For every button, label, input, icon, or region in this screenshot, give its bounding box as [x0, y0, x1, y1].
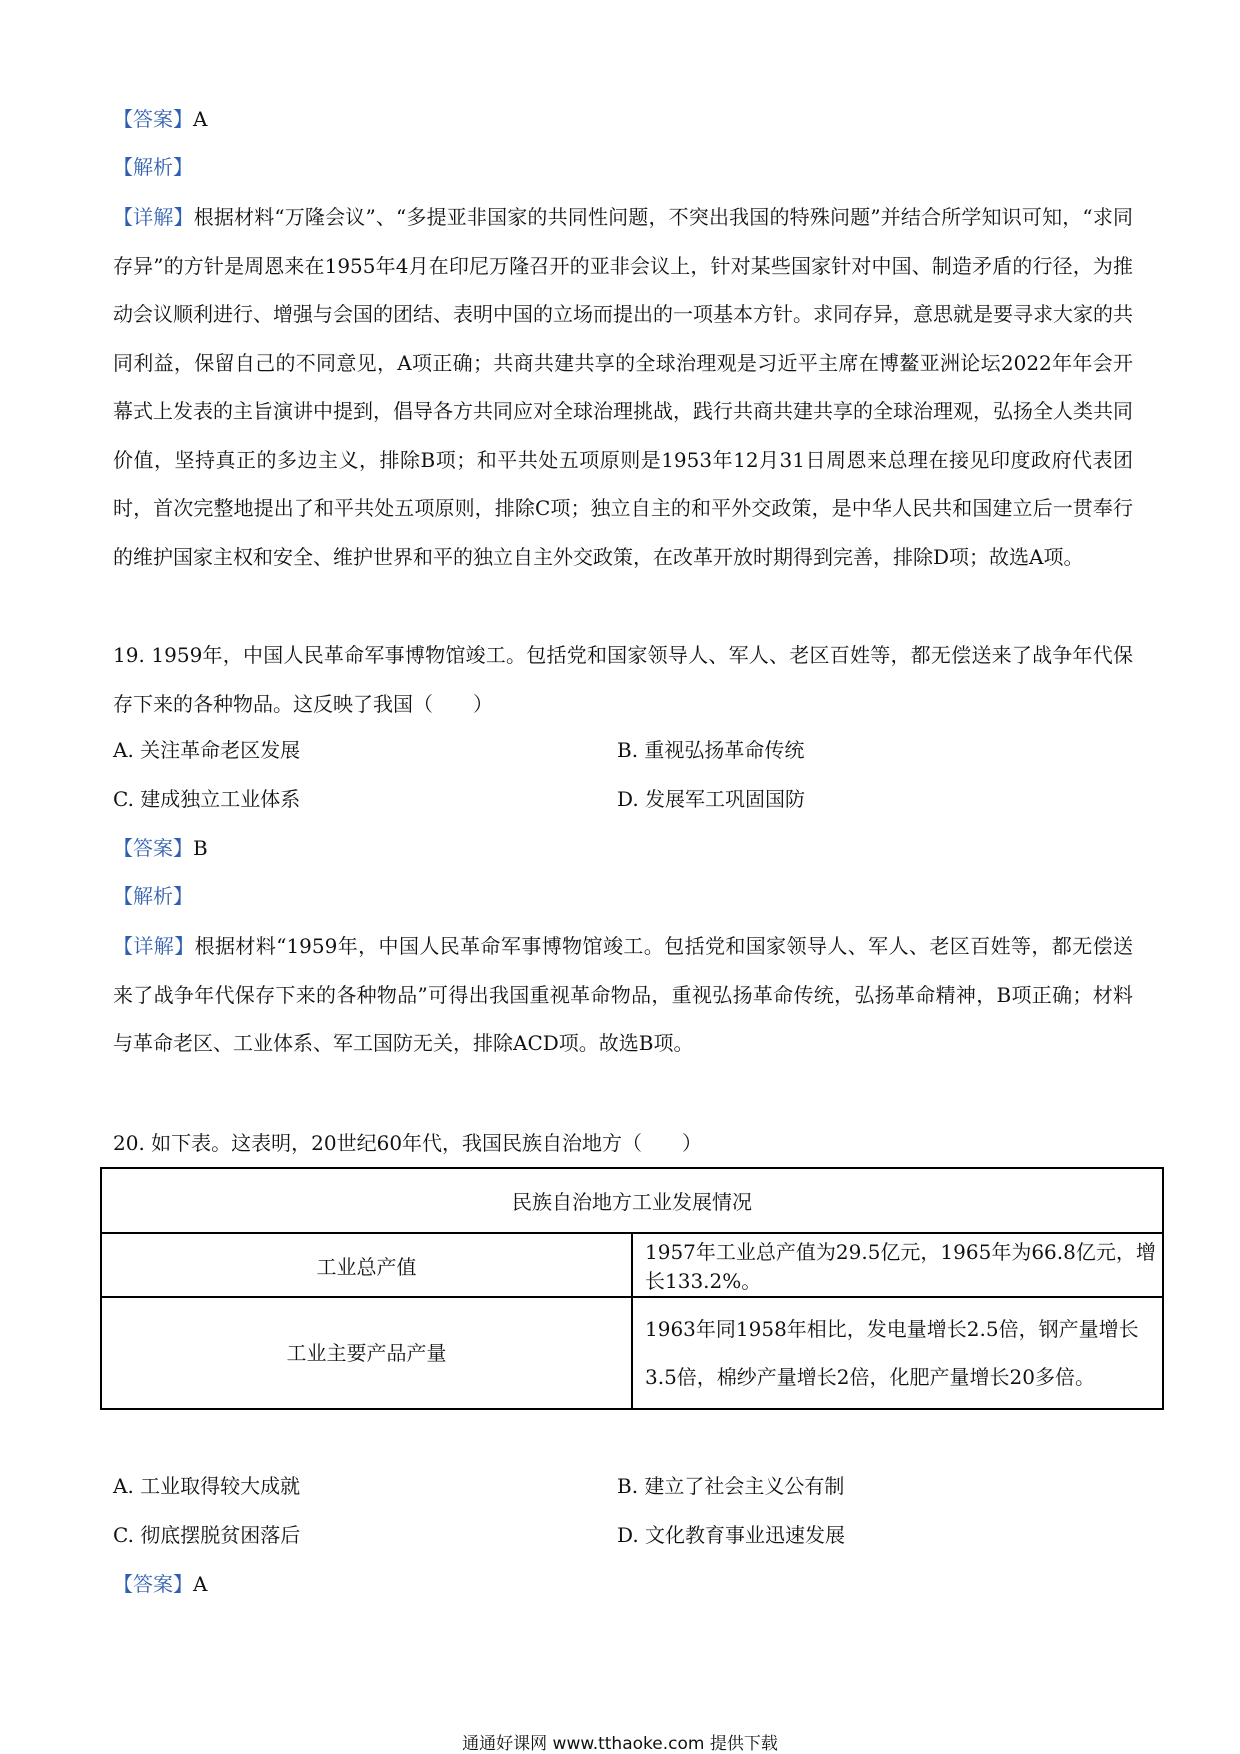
row-label: 工业总产值: [101, 1233, 632, 1297]
answer-tag: 【答案】: [113, 107, 193, 131]
q20-option-d: D. 文化教育事业迅速发展: [617, 1523, 846, 1547]
q19-stem: 19. 1959年，中国人民革命军事博物馆竣工。包括党和国家领导人、军人、老区百姓等，都无偿送来了战争年代保存下来的各种物品。这反映了我国（ ）: [113, 643, 1133, 716]
detail-text: 根据材料“1959年，中国人民革命军事博物馆竣工。包括党和国家领导人、军人、老区百姓等，都无偿送来了战争年代保存下来的各种物品”可得出我国重视革命物品，重视弘扬革命传统，弘扬革命精神，B项正确；材料与革命老区、工业体系、军工国防无关，排除ACD项。故选B项。: [113, 934, 1134, 1055]
row-label: 工业主要产品产量: [101, 1297, 632, 1409]
answer-tag: 【答案】: [113, 1572, 193, 1596]
table-row: [101, 1297, 1163, 1409]
answer-value: B: [193, 836, 208, 860]
detail-tag: 【详解】: [113, 934, 195, 958]
table-row: [101, 1233, 1163, 1297]
q20-stem: 20. 如下表。这表明，20世纪60年代，我国民族自治地方（ ）: [113, 1131, 703, 1155]
q20-answer: [113, 1570, 207, 1598]
detail-tag: 【详解】: [113, 205, 194, 229]
q18-analysis-tag: 【解析】: [113, 155, 193, 179]
industry-table: [100, 1167, 1164, 1410]
table-caption: 民族自治地方工业发展情况: [101, 1168, 1163, 1233]
q19-option-a: A. 关注革命老区发展: [113, 738, 301, 762]
answer-value: A: [193, 1572, 208, 1596]
q18-detail: [113, 193, 1133, 581]
q20-option-b: B. 建立了社会主义公有制: [617, 1474, 845, 1498]
q19-option-b: B. 重视弘扬革命传统: [617, 738, 805, 762]
q19-detail: [113, 922, 1133, 1068]
q20-option-c: C. 彻底摆脱贫困落后: [113, 1523, 301, 1547]
detail-text: 根据材料“万隆会议”、“多提亚非国家的共同性问题，不突出我国的特殊问题”并结合所学知识可知，“求同存异”的方针是周恩来在1955年4月在印尼万隆召开的亚非会议上，针对某些国家针对中国、制造矛盾的行径，为推动会议顺利进行、增强与会国的团结、表明中国的立场而提出的一项基本方针。求同存异，意思就是要寻求大家的共同利益，保留自己的不同意见，A项正确；共商共建共享的全球治理观是习近平主席在博鳌亚洲论坛2022年年会开幕式上发表的主旨演讲中提到，倡导各方共同应对全球治理挑战，践行共商共建共享的全球治理观，弘扬全人类共同价值，坚持真正的多边主义，排除B项；和平共处五项原则是1953年12月31日周恩来总理在接见印度政府代表团时，首次完整地提出了和平共处五项原则，排除C项；独立自主的和平外交政策，是中华人民共和国建立后一贯奉行的维护国家主权和安全、维护世界和平的独立自主外交政策，在改革开放时期得到完善，排除D项；故选A项。: [113, 205, 1134, 569]
page-footer: 通通好课网 www.tthaoke.com 提供下载: [462, 1734, 778, 1754]
q19-option-d: D. 发展军工巩固国防: [617, 787, 806, 811]
answer-value: A: [193, 107, 208, 131]
row-value: 1963年同1958年相比，发电量增长2.5倍，钢产量增长3.5倍，棉纱产量增长2倍，化肥产量增长20多倍。: [632, 1297, 1163, 1409]
q20-option-a: A. 工业取得较大成就: [113, 1474, 301, 1498]
answer-tag: 【答案】: [113, 836, 193, 860]
q18-answer: [113, 105, 207, 133]
q19-analysis-tag: 【解析】: [113, 884, 193, 908]
q19-option-c: C. 建成独立工业体系: [113, 787, 301, 811]
q19-answer: [113, 834, 208, 862]
row-value: 1957年工业总产值为29.5亿元，1965年为66.8亿元，增长133.2%。: [632, 1233, 1163, 1297]
